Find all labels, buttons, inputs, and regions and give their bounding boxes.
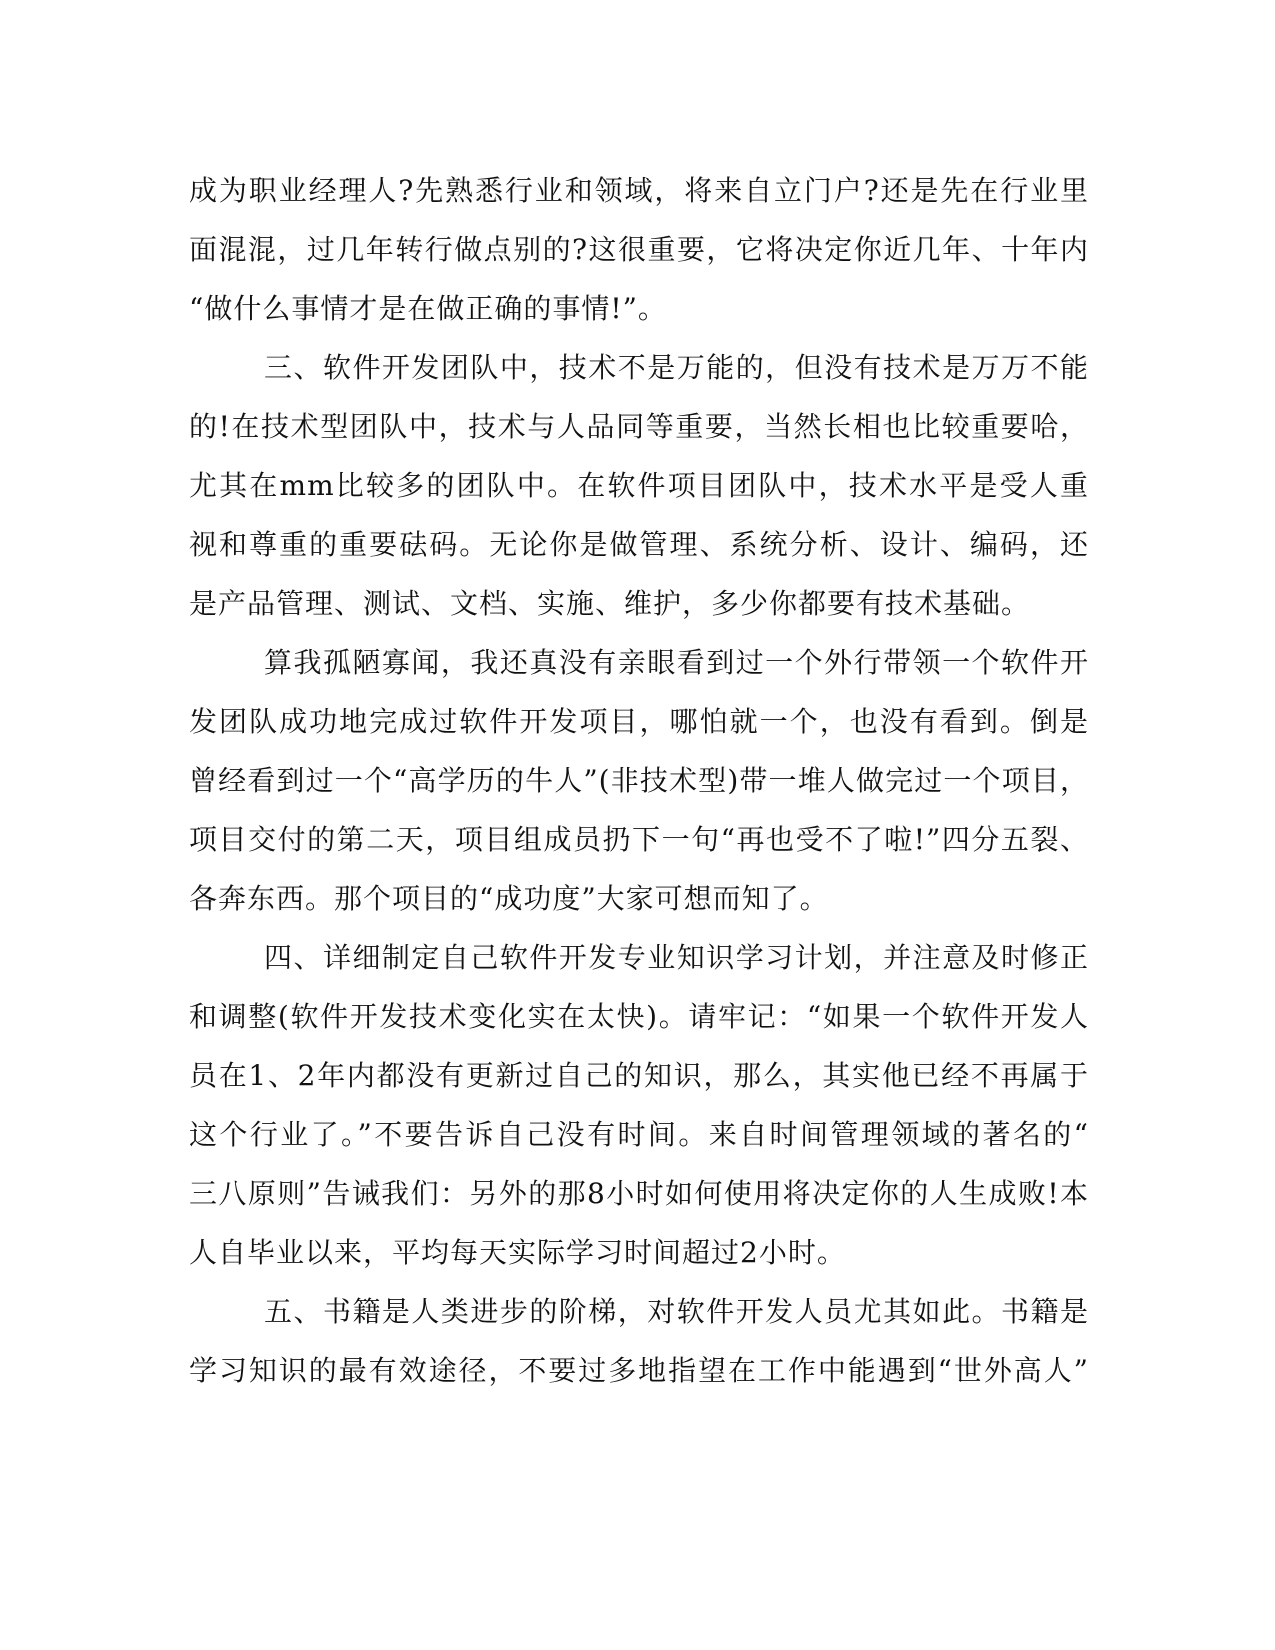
text-line: 学习知识的最有效途径，不要过多地指望在工作中能遇到“世外高人”	[189, 1354, 1089, 1387]
paragraph-point-four	[189, 928, 1089, 1282]
text-line: 尤其在mm比较多的团队中。在软件项目团队中，技术水平是受人重	[189, 469, 1089, 502]
text-line: 项目交付的第二天，项目组成员扔下一句“再也受不了啦!”四分五裂、	[189, 823, 1089, 856]
text-line: 员在1、2年内都没有更新过自己的知识，那么，其实他已经不再属于	[189, 1059, 1089, 1092]
text-line: “做什么事情才是在做正确的事情!”。	[189, 292, 667, 325]
text-line: 是产品管理、测试、文档、实施、维护，多少你都要有技术基础。	[189, 587, 1031, 620]
text-line: 算我孤陋寡闻，我还真没有亲眼看到过一个外行带领一个软件开	[264, 646, 1089, 679]
paragraph-anecdote	[189, 633, 1089, 928]
paragraph-point-five	[189, 1282, 1089, 1400]
text-line: 发团队成功地完成过软件开发项目，哪怕就一个，也没有看到。倒是	[189, 705, 1089, 738]
paragraph-career-path	[189, 161, 1089, 338]
text-line: 的!在技术型团队中，技术与人品同等重要，当然长相也比较重要哈，	[189, 410, 1089, 443]
text-line: 五、书籍是人类进步的阶梯，对软件开发人员尤其如此。书籍是	[264, 1295, 1089, 1328]
text-line: 各奔东西。那个项目的“成功度”大家可想而知了。	[189, 882, 829, 915]
text-line: 人自毕业以来，平均每天实际学习时间超过2小时。	[189, 1236, 846, 1269]
text-line: 和调整(软件开发技术变化实在太快)。请牢记：“如果一个软件开发人	[189, 1000, 1089, 1033]
text-line: 视和尊重的重要砝码。无论你是做管理、系统分析、设计、编码，还	[189, 528, 1089, 561]
text-line: 四、详细制定自己软件开发专业知识学习计划，并注意及时修正	[264, 941, 1089, 974]
text-line: 这个行业了。”不要告诉自己没有时间。来自时间管理领域的著名的“	[189, 1118, 1089, 1151]
text-line: 面混混，过几年转行做点别的?这很重要，它将决定你近几年、十年内	[189, 233, 1089, 266]
text-line: 三八原则”告诫我们：另外的那8小时如何使用将决定你的人生成败!本	[189, 1177, 1089, 1210]
article-body	[189, 161, 1089, 1400]
text-line: 三、软件开发团队中，技术不是万能的，但没有技术是万万不能	[264, 351, 1089, 384]
text-line: 成为职业经理人?先熟悉行业和领域，将来自立门户?还是先在行业里	[189, 174, 1089, 207]
paragraph-point-three	[189, 338, 1089, 633]
text-line: 曾经看到过一个“高学历的牛人”(非技术型)带一堆人做完过一个项目，	[189, 764, 1089, 797]
